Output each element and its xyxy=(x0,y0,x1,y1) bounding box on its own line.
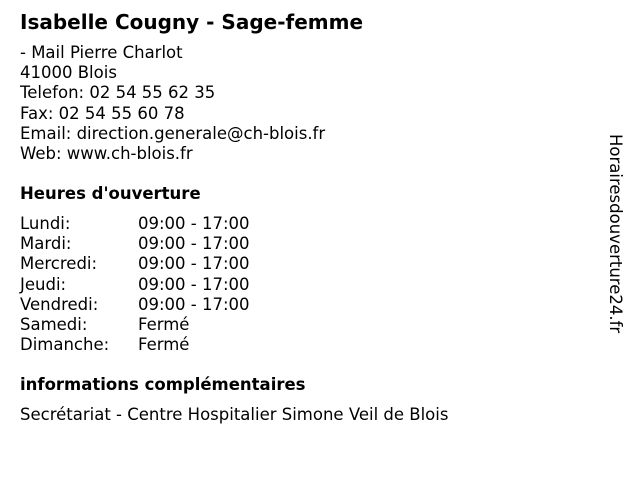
day-label: Mercredi: xyxy=(20,254,98,274)
time-range: 09:00 - 17:00 xyxy=(138,274,250,294)
hours-row-samedi xyxy=(20,315,600,335)
hours-row-jeudi xyxy=(20,275,600,295)
time-range: Fermé xyxy=(138,334,190,354)
day-label: Jeudi: xyxy=(20,274,67,294)
time-range: 09:00 - 17:00 xyxy=(138,234,250,254)
hours-row-vendredi xyxy=(20,295,600,315)
day-label: Mardi: xyxy=(20,234,72,254)
additional-info-text: Secrétariat - Centre Hospitalier Simone Veil de Blois xyxy=(20,404,449,424)
time-range: Fermé xyxy=(138,314,190,334)
time-range: 09:00 - 17:00 xyxy=(138,254,250,274)
time-range: 09:00 - 17:00 xyxy=(138,214,250,234)
day-label: Samedi: xyxy=(20,314,88,334)
hours-row-mardi xyxy=(20,234,600,254)
email-address: Email: direction.generale@ch-blois.fr xyxy=(20,123,326,143)
business-title: Isabelle Cougny - Sage-femme xyxy=(20,10,364,34)
day-label: Vendredi: xyxy=(20,294,99,314)
additional-info-heading: informations complémentaires xyxy=(20,374,306,394)
hours-row-mercredi xyxy=(20,254,600,274)
website: Web: www.ch-blois.fr xyxy=(20,144,193,164)
business-card xyxy=(20,9,600,425)
opening-hours-table xyxy=(20,214,600,355)
day-label: Lundi: xyxy=(20,214,71,234)
opening-hours-heading: Heures d'ouverture xyxy=(20,184,201,204)
hours-row-lundi xyxy=(20,214,600,234)
time-range: 09:00 - 17:00 xyxy=(138,294,250,314)
contact-block xyxy=(20,43,600,164)
street-address: - Mail Pierre Charlot xyxy=(20,43,183,62)
postal-city: 41000 Blois xyxy=(20,63,117,83)
fax-number: Fax: 02 54 55 60 78 xyxy=(20,103,185,123)
hours-row-dimanche xyxy=(20,335,600,355)
phone-number: Telefon: 02 54 55 62 35 xyxy=(20,83,216,103)
day-label: Dimanche: xyxy=(20,334,110,354)
site-watermark: Horairesdouverture24.fr xyxy=(606,134,625,334)
